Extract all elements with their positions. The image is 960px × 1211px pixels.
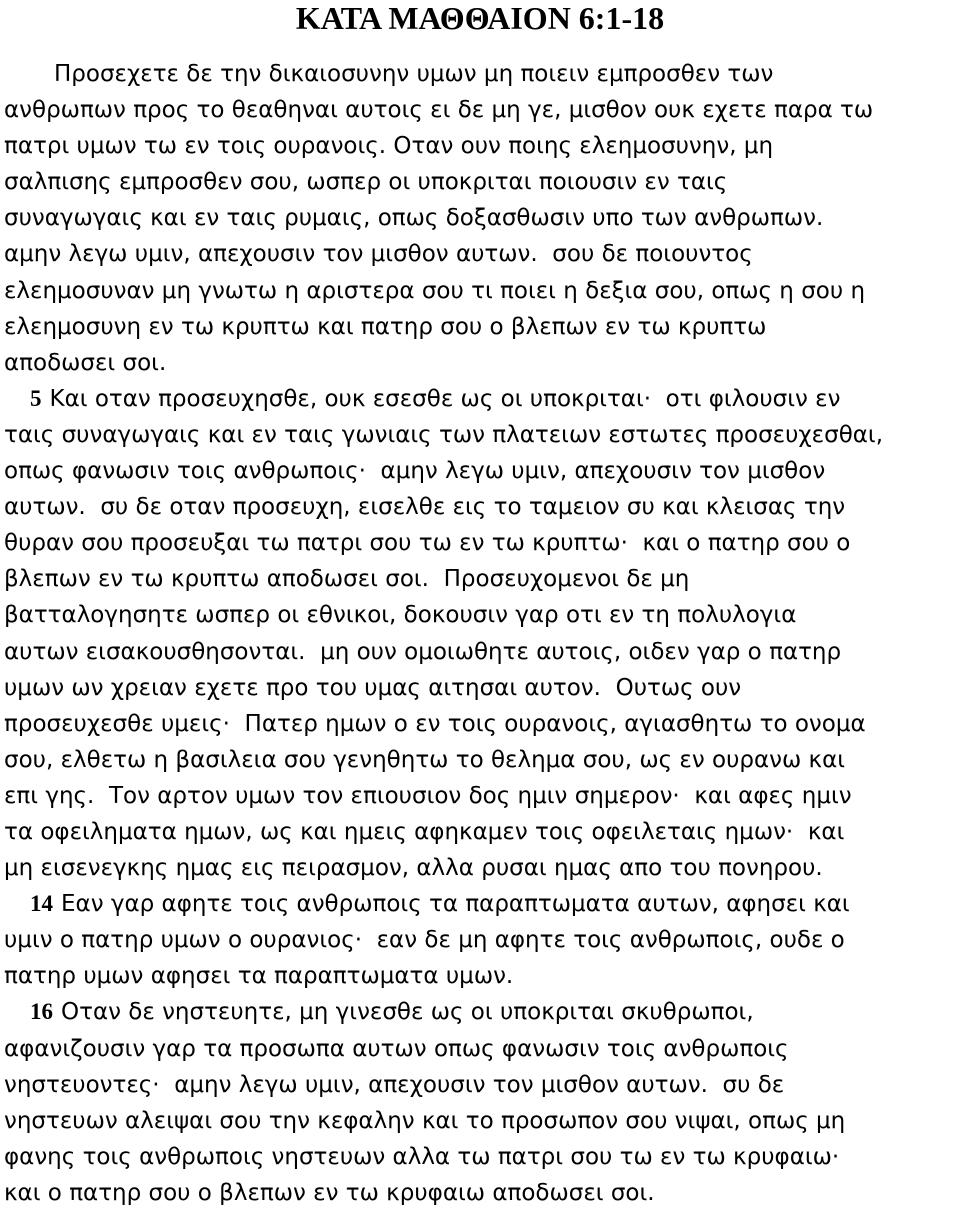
text-line: συναγωγαις και εν ταις ρυμαις, οπως δοξασθωσιν υπο των ανθρωπων. (4, 205, 824, 232)
text-line: ταις συναγωγαις και εν ταις γωνιαις των πλατειων εστωτες προσευχεσθαι, (4, 421, 884, 448)
text-line: πατρι υμων τω εν τοις ουρανοις. Οταν ουν ποιης ελεημοσυνην, μη (4, 133, 774, 160)
text-line: Και οταν προσευχησθε, ουκ εσεσθε ως οι υποκριται· οτι φιλουσιν εν (49, 385, 841, 412)
text-line: Εαν γαρ αφητε τοις ανθρωποις τα παραπτωματα αυτων, αφησει και (61, 891, 850, 918)
text-line: φανης τοις ανθρωποις νηστευων αλλα τω πατρι σου τω εν τω κρυφαιω· (4, 1143, 840, 1170)
text-line: υμιν ο πατηρ υμων ο ουρανιος· εαν δε μη αφητε τοις ανθρωποις, ουδε ο (4, 927, 845, 954)
verse-number: 14 (30, 891, 53, 917)
text-line: ελεημοσυναν μη γνωτω η αριστερα σου τι ποιει η δεξια σου, οπως η σου η (4, 277, 866, 304)
text-line: επι γης. Τον αρτον υμων τον επιουσιον δος ημιν σημερον· και αφες ημιν (4, 782, 852, 809)
scripture-text (4, 56, 960, 1211)
text-line: πατηρ υμων αφησει τα παραπτωματα υμων. (4, 963, 514, 990)
text-line: και ο πατηρ σου ο βλεπων εν τω κρυφαιω αποδωσει σοι. (4, 1179, 655, 1206)
text-line: τα οφειληματα ημων, ως και ημεις αφηκαμεν τοις οφειλεταις ημων· και (4, 818, 845, 845)
verse-number: 16 (30, 999, 53, 1025)
text-line: αυτων. συ δε οταν προσευχη, εισελθε εις το ταμειον συ και κλεισας την (4, 494, 846, 521)
text-line: σου, ελθετω η βασιλεια σου γενηθητω το θελημα σου, ως εν ουρανω και (4, 746, 846, 773)
text-line: νηστευοντες· αμην λεγω υμιν, απεχουσιν τον μισθον αυτων. συ δε (4, 1071, 785, 1098)
verse-line (4, 886, 960, 922)
page-title: ΚΑΤΑ ΜΑΘΘΑΙΟΝ 6:1-18 (295, 0, 665, 36)
text-line: μη εισενεγκης ημας εις πειρασμον, αλλα ρυσαι ημας απο του πονηρου. (4, 855, 823, 882)
text-line: βατταλογησητε ωσπερ οι εθνικοι, δοκουσιν γαρ οτι εν τη πολυλογια (4, 602, 797, 629)
text-line: αμην λεγω υμιν, απεχουσιν τον μισθον αυτων. σου δε ποιουντος (4, 241, 753, 268)
text-line: υμων ων χρειαν εχετε προ του υμας αιτησαι αυτον. Ουτως ουν (4, 674, 742, 701)
text-line: προσευχεσθε υμεις· Πατερ ημων ο εν τοις ουρανοις, αγιασθητω το ονομα (4, 710, 866, 737)
text-line: οπως φανωσιν τοις ανθρωποις· αμην λεγω υμιν, απεχουσιν τον μισθον (4, 458, 826, 485)
text-line: νηστευων αλειψαι σου την κεφαλην και το προσωπον σου νιψαι, οπως μη (4, 1107, 846, 1134)
text-line: αποδωσει σοι. (4, 349, 167, 376)
text-line: βλεπων εν τω κρυπτω αποδωσει σοι. Προσευχομενοι δε μη (4, 566, 690, 593)
text-line: ελεημοσυνη εν τω κρυπτω και πατηρ σου ο βλεπων εν τω κρυπτω (4, 313, 767, 340)
text-line: αφανιζουσιν γαρ τα προσωπα αυτων οπως φανωσιν τοις ανθρωποις (4, 1035, 789, 1062)
text-line: θυραν σου προσευξαι τω πατρι σου τω εν τω κρυπτω· και ο πατηρ σου ο (4, 530, 851, 557)
text-line: ανθρωπων προς το θεαθηναι αυτοις ει δε μη γε, μισθον ουκ εχετε παρα τω (4, 97, 874, 124)
text-line: σαλπισης εμπροσθεν σου, ωσπερ οι υποκριται ποιουσιν εν ταις (4, 169, 728, 196)
text-line: Προσεχετε δε την δικαιοσυνην υμων μη ποιειν εμπροσθεν των (54, 61, 774, 87)
verse-line (4, 381, 960, 417)
text-line: αυτων εισακουσθησονται. μη ουν ομοιωθητε αυτοις, οιδεν γαρ ο πατηρ (4, 638, 842, 665)
verse-number: 5 (30, 385, 42, 411)
verse-line (4, 994, 960, 1030)
text-line: Οταν δε νηστευητε, μη γινεσθε ως οι υποκριται σκυθρωποι, (61, 999, 754, 1026)
